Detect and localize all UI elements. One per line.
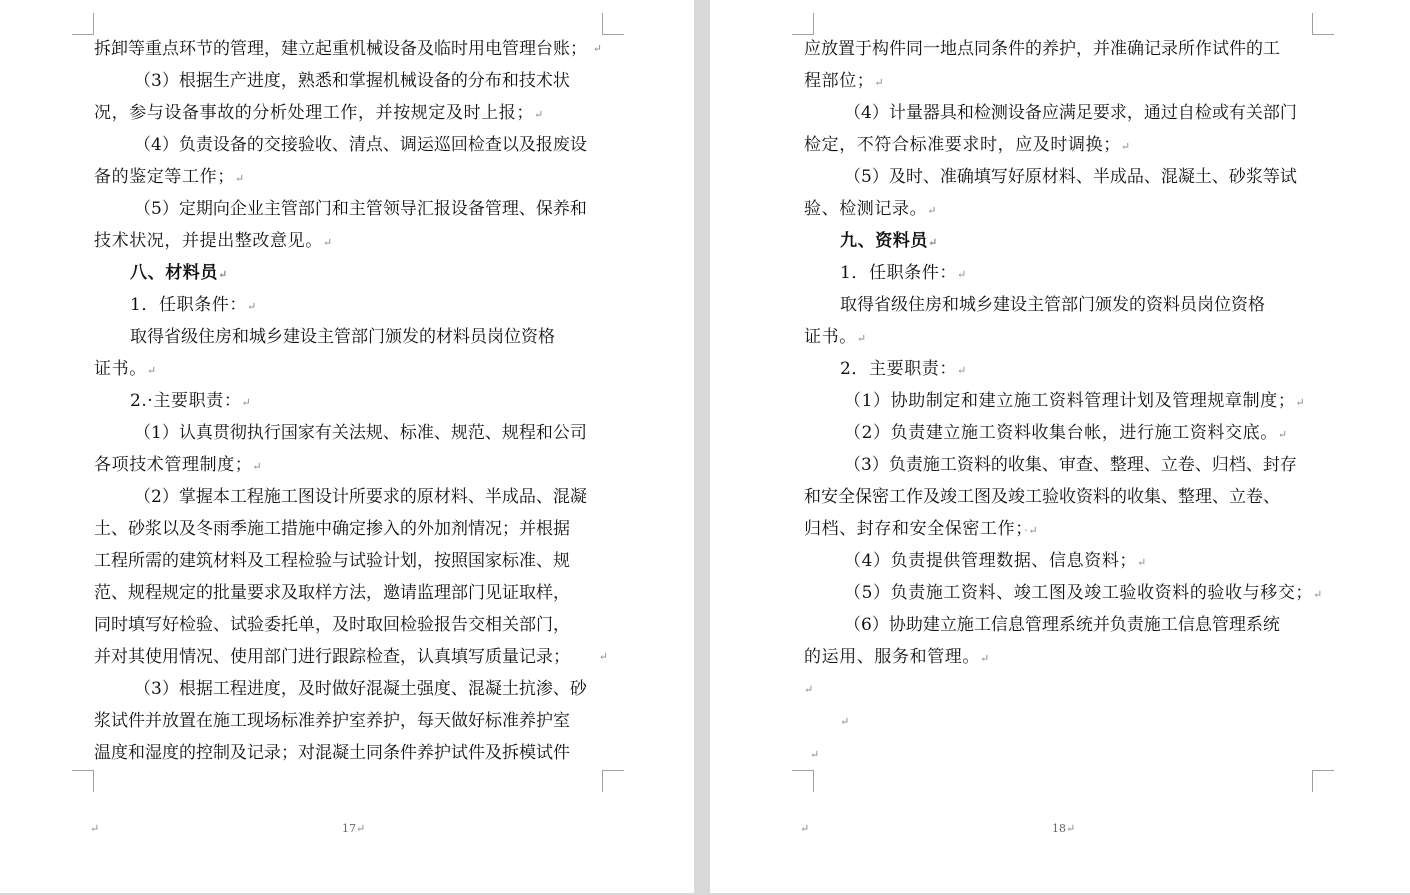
text-line: （4）负责提供管理数据、信息资料；↵ — [844, 551, 1147, 571]
text-line: 况，参与设备事故的分析处理工作，并按规定及时上报；↵ — [94, 103, 544, 123]
text-line: 应放置于构件同一地点同条件的养护，并准确记录所作试件的工 — [804, 39, 1280, 59]
text-line: （1）认真贯彻执行国家有关法规、标准、规范、规程和公司 — [134, 423, 587, 443]
text-line: 证书。↵ — [804, 327, 867, 347]
text-line: （6）协助建立施工信息管理系统并负责施工信息管理系统 — [844, 615, 1280, 635]
text-line: 和安全保密工作及竣工图及竣工验收资料的收集、整理、立卷、 — [804, 487, 1280, 507]
text-line: （4）负责设备的交接验收、清点、调运巡回检查以及报废设 — [134, 135, 587, 155]
section-heading: 八、材料员↵ — [130, 263, 228, 283]
margin-corner-mark — [792, 13, 814, 35]
text-line: 工程所需的建筑材料及工程检验与试验计划，按照国家标准、规 — [94, 551, 570, 571]
paragraph-mark: ↵ — [810, 748, 820, 761]
text-line: 土、砂浆以及冬雨季施工措施中确定掺入的外加剂情况；并根据 — [94, 519, 570, 539]
text-line: 温度和湿度的控制及记录；对混凝土同条件养护试件及拆模试件 — [94, 743, 570, 763]
margin-corner-mark — [602, 13, 624, 35]
text-line: 程部位；↵ — [804, 71, 885, 91]
text-line: （2）掌握本工程施工图设计所要求的原材料、半成品、混凝 — [134, 487, 587, 507]
margin-corner-mark — [72, 13, 94, 35]
margin-corner-mark — [1312, 770, 1334, 792]
subheading: 1．任职条件：↵ — [840, 263, 967, 283]
text-line: （5）定期向企业主管部门和主管领导汇报设备管理、保养和 — [134, 199, 587, 219]
text-line: （3）负责施工资料的收集、审查、整理、立卷、归档、封存 — [844, 455, 1297, 475]
text-line: 检定，不符合标准要求时，应及时调换；↵ — [804, 135, 1131, 155]
text-line: 取得省级住房和城乡建设主管部门颁发的资料员岗位资格 — [840, 295, 1265, 315]
text-line: （5）及时、准确填写好原材料、半成品、混凝土、砂浆等试 — [844, 167, 1297, 187]
text-line: （5）负责施工资料、竣工图及竣工验收资料的验收与移交；↵ — [844, 583, 1323, 603]
text-line: 同时填写好检验、试验委托单，及时取回检验报告交相关部门， — [94, 615, 570, 635]
text-line: 浆试件并放置在施工现场标准养护室养护，每天做好标准养护室 — [94, 711, 570, 731]
paragraph-mark: ↵ — [840, 715, 850, 728]
text-line: 验、检测记录。↵ — [804, 199, 938, 219]
margin-corner-mark — [1312, 13, 1334, 35]
subheading: 2.·主要职责：↵ — [130, 391, 252, 411]
text-line: 各项技术管理制度；↵ — [94, 455, 263, 475]
paragraph-mark: ↵ — [804, 683, 814, 696]
text-line: 归档、封存和安全保密工作；·↵ — [804, 519, 1039, 539]
text-line: 证书。↵ — [94, 359, 157, 379]
subheading: 1．任职条件：↵ — [130, 295, 257, 315]
text-line: （1）协助制定和建立施工资料管理计划及管理规章制度；↵ — [844, 391, 1306, 411]
margin-corner-mark — [602, 770, 624, 792]
paragraph-mark: ↵ — [90, 822, 100, 835]
margin-corner-mark — [72, 770, 94, 792]
page-number: 18↵ — [1052, 822, 1076, 835]
text-line: （3）根据生产进度，熟悉和掌握机械设备的分布和技术状 — [134, 71, 570, 91]
text-line: 的运用、服务和管理。↵ — [804, 647, 990, 667]
document-page-17 — [0, 0, 694, 893]
text-line: （2）负责建立施工资料收集台帐，进行施工资料交底。↵ — [844, 423, 1288, 443]
subheading: 2．主要职责：↵ — [840, 359, 967, 379]
section-heading: 九、资料员↵ — [840, 231, 938, 251]
text-line: 技术状况，并提出整改意见。↵ — [94, 231, 333, 251]
text-line: （4）计量器具和检测设备应满足要求，通过自检或有关部门 — [844, 103, 1297, 123]
page-number: 17↵ — [342, 822, 366, 835]
text-line: （3）根据工程进度，及时做好混凝土强度、混凝土抗渗、砂 — [134, 679, 587, 699]
document-page-18 — [710, 0, 1410, 893]
text-line: 备的鉴定等工作；↵ — [94, 167, 245, 187]
text-line: 范、规程规定的批量要求及取样方法，邀请监理部门见证取样， — [94, 583, 570, 603]
paragraph-mark: ↵ — [800, 822, 810, 835]
margin-corner-mark — [792, 770, 814, 792]
text-line: 并对其使用情况、使用部门进行跟踪检查，认真填写质量记录； ↵ — [94, 647, 608, 667]
text-line: 拆卸等重点环节的管理，建立起重机械设备及临时用电管理台账； ↵ — [94, 39, 602, 59]
text-line: 取得省级住房和城乡建设主管部门颁发的材料员岗位资格 — [130, 327, 555, 347]
